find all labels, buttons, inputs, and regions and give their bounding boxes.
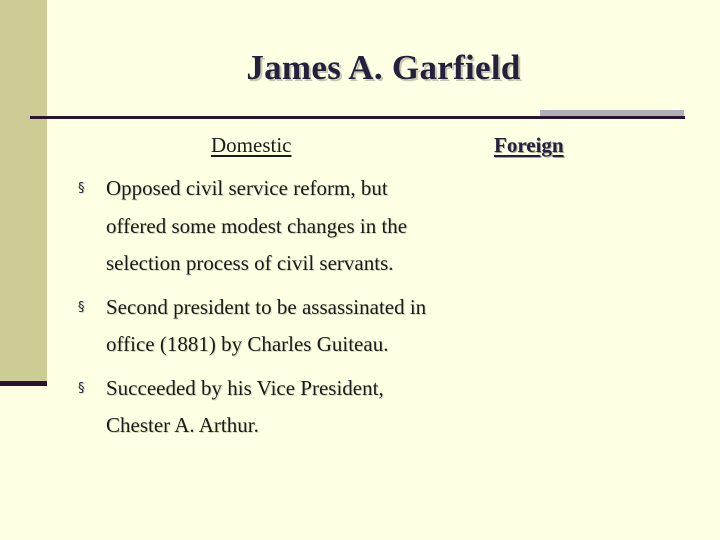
foreign-heading: Foreign — [494, 133, 564, 157]
bullet-text: Second president to be assassinated in office (1881) by Charles Guiteau. — [106, 294, 427, 356]
domestic-bullet-list — [78, 170, 448, 451]
left-decorative-band — [0, 0, 47, 381]
list-item — [78, 370, 448, 445]
bullet-icon: § — [78, 181, 85, 196]
bullet-text: Succeeded by his Vice President, Chester A. Arthur. — [106, 375, 384, 437]
left-band-accent-bar — [0, 381, 47, 386]
bullet-text: Opposed civil service reform, but offered some modest changes in the selection process of civil servants. — [106, 176, 408, 275]
bullet-icon: § — [78, 380, 85, 396]
list-item — [78, 289, 448, 364]
list-item — [78, 170, 448, 283]
bullet-icon: § — [78, 299, 85, 315]
slide-title: James A. Garfield — [246, 48, 521, 87]
domestic-heading: Domestic — [211, 133, 292, 157]
title-divider-rule — [30, 116, 685, 119]
